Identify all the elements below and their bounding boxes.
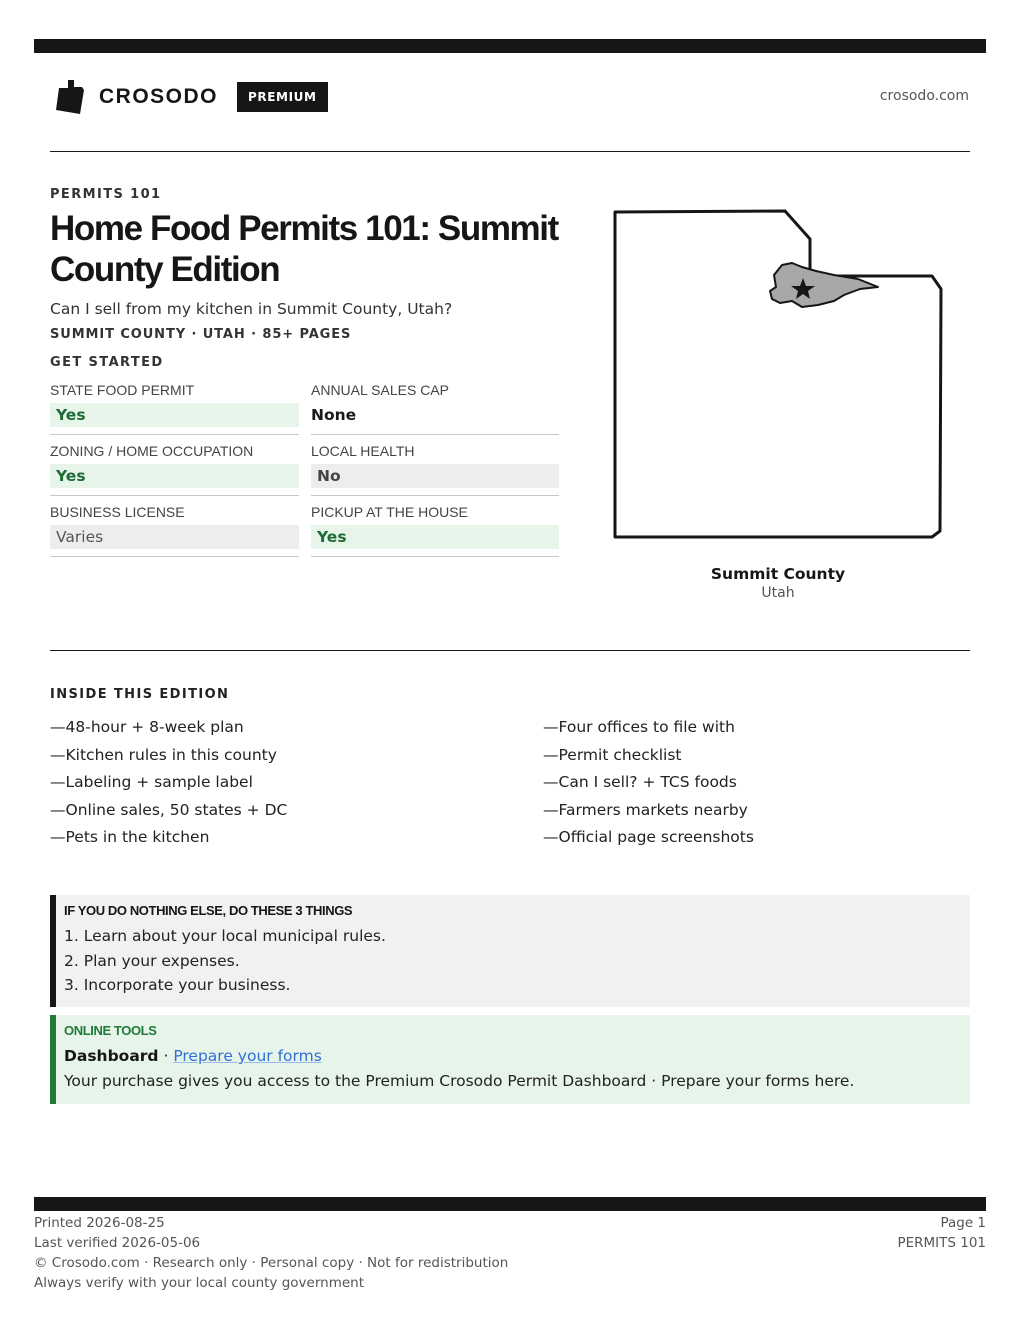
separator: · bbox=[158, 1047, 174, 1065]
page-subtitle: Can I sell from my kitchen in Summit County, Utah? bbox=[50, 300, 453, 318]
step-item: 2. Plan your expenses. bbox=[64, 951, 240, 970]
verify-note: Always verify with your local county government bbox=[34, 1275, 364, 1291]
map-caption bbox=[612, 565, 944, 601]
footer-left bbox=[34, 1213, 508, 1293]
callout-heading: IF YOU DO NOTHING ELSE, DO THESE 3 THINGS bbox=[64, 903, 353, 918]
edition-meta: SUMMIT COUNTY · UTAH · 85+ PAGES bbox=[50, 327, 352, 342]
divider bbox=[50, 151, 970, 152]
inside-list-right bbox=[543, 714, 754, 852]
fact-label: BUSINESS LICENSE bbox=[50, 504, 185, 520]
brand[interactable] bbox=[56, 80, 328, 114]
dashboard-label: Dashboard bbox=[64, 1047, 159, 1065]
list-item: —48-hour + 8-week plan bbox=[50, 718, 244, 736]
online-tools-heading: ONLINE TOOLS bbox=[64, 1023, 157, 1038]
fact-pickup bbox=[311, 504, 559, 557]
page-title: Home Food Permits 101: Summit County Edition bbox=[50, 209, 558, 289]
fact-value: Yes bbox=[311, 525, 559, 549]
divider bbox=[50, 650, 970, 651]
verified-date: Last verified 2026-05-06 bbox=[34, 1235, 201, 1251]
map-county-name: Summit County bbox=[710, 565, 846, 583]
fact-business-license bbox=[50, 504, 299, 557]
site-url[interactable]: crosodo.com bbox=[879, 88, 969, 104]
list-item: —Kitchen rules in this county bbox=[50, 745, 277, 764]
dashboard-description: Your purchase gives you access to the Premium Crosodo Permit Dashboard · Prepare your forms here. bbox=[64, 1072, 855, 1090]
step-item: 3. Incorporate your business. bbox=[64, 976, 291, 994]
fact-label: ANNUAL SALES CAP bbox=[311, 382, 449, 398]
bottom-bar bbox=[34, 1197, 986, 1211]
fact-label: PICKUP AT THE HOUSE bbox=[311, 504, 468, 520]
list-item: —Labeling + sample label bbox=[50, 773, 253, 792]
printed-date: Printed 2026-08-25 bbox=[34, 1215, 165, 1231]
prepare-forms-link[interactable]: Prepare your forms bbox=[173, 1047, 322, 1065]
fact-value: None bbox=[311, 406, 357, 424]
fact-label: STATE FOOD PERMIT bbox=[50, 382, 195, 398]
fact-label: LOCAL HEALTH bbox=[311, 443, 415, 459]
list-item: —Pets in the kitchen bbox=[50, 828, 210, 847]
fact-local-health bbox=[311, 443, 559, 496]
brand-name: CROSODO bbox=[99, 85, 219, 108]
fact-zoning bbox=[50, 443, 299, 496]
page-number: Page 1 bbox=[940, 1215, 986, 1231]
inside-list-left bbox=[50, 714, 287, 852]
list-item: —Can I sell? + TCS foods bbox=[543, 773, 737, 792]
fact-value: No bbox=[311, 464, 559, 488]
county-map bbox=[612, 209, 944, 541]
list-item: —Official page screenshots bbox=[543, 828, 754, 847]
get-started-heading: GET STARTED bbox=[50, 355, 164, 370]
inside-heading: INSIDE THIS EDITION bbox=[50, 687, 230, 702]
dashboard-line bbox=[64, 1044, 970, 1068]
utah-outline bbox=[612, 209, 944, 541]
top-bar bbox=[34, 39, 986, 53]
list-item: —Online sales, 50 states + DC bbox=[50, 800, 288, 819]
fact-annual-sales-cap bbox=[311, 382, 559, 435]
footer-section: PERMITS 101 bbox=[897, 1235, 986, 1251]
list-item: —Four offices to file with bbox=[543, 718, 735, 736]
list-item: —Permit checklist bbox=[543, 745, 682, 764]
online-tools-callout bbox=[50, 1015, 970, 1104]
step-item: 1. Learn about your local municipal rules. bbox=[64, 927, 386, 945]
map-state-name: Utah bbox=[761, 585, 795, 601]
facts-grid bbox=[50, 382, 559, 557]
eyebrow: PERMITS 101 bbox=[50, 187, 162, 202]
fact-value: Yes bbox=[50, 403, 299, 427]
fact-value: Varies bbox=[50, 525, 299, 549]
fact-label: ZONING / HOME OCCUPATION bbox=[50, 443, 254, 459]
logo-icon bbox=[56, 80, 84, 114]
steps-list bbox=[64, 924, 970, 998]
list-item: —Farmers markets nearby bbox=[543, 800, 748, 819]
fact-value: Yes bbox=[50, 464, 299, 488]
footer-right bbox=[897, 1213, 986, 1253]
copyright: © Crosodo.com · Research only · Personal copy · Not for redistribution bbox=[34, 1255, 509, 1271]
three-things-callout bbox=[50, 895, 970, 1007]
premium-badge: PREMIUM bbox=[237, 82, 328, 112]
fact-state-food-permit bbox=[50, 382, 299, 435]
